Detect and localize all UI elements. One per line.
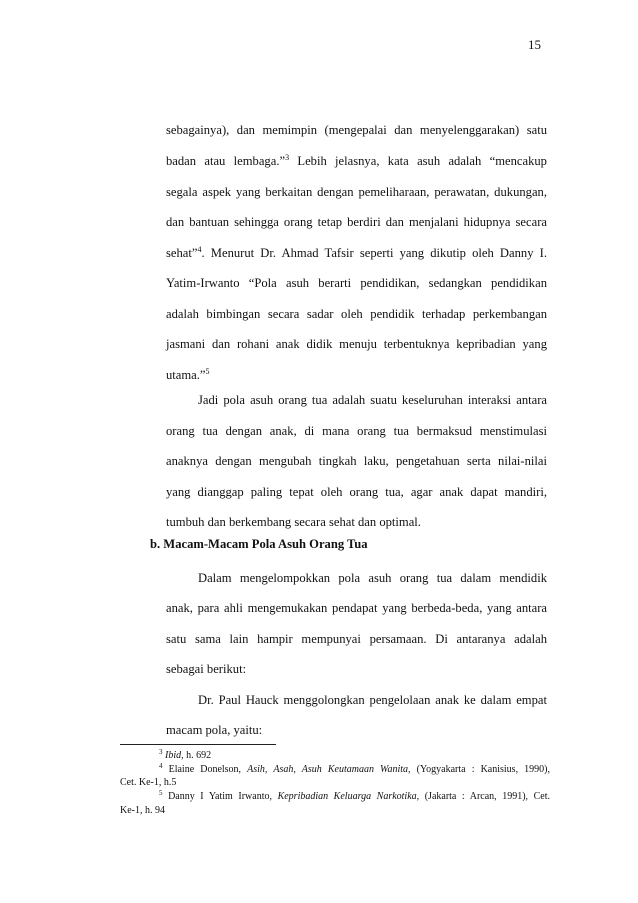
body-line: macam pola, yaitu:: [166, 723, 263, 737]
page-number: 15: [528, 37, 541, 52]
body-line: yang dianggap paling tepat oleh orang tua, agar anak dapat mandiri,: [166, 485, 547, 499]
footnote-3: $^3$ Ibid, h. 692: [159, 748, 212, 761]
footnote-ref: 4: [197, 245, 202, 254]
paragraph-start: Dalam mengelompokkan pola asuh orang tua dalam mendidik: [198, 571, 547, 585]
body-line: sebagainya), dan memimpin (mengepalai dan menyelenggarakan) satu: [166, 123, 547, 137]
body-line: sehat”$^4$. Menurut Dr. Ahmad Tafsir seperti yang dikutip oleh Danny I.: [166, 245, 547, 260]
body-line: utama.”$^5$: [166, 367, 210, 382]
paragraph-start: Jadi pola asuh orang tua adalah suatu keseluruhan interaksi antara: [198, 393, 547, 407]
body-line: Yatim-Irwanto “Pola asuh berarti pendidikan, sedangkan pendidikan: [166, 276, 547, 290]
body-line: anaknya dengan mengubah tingkah laku, pengetahuan serta nilai-nilai: [166, 454, 547, 468]
body-line: satu sama lain hampir mempunyai persamaan. Di antaranya adalah: [166, 632, 547, 646]
body-line: adalah bimbingan secara sadar oleh pendidik terhadap perkembangan: [166, 307, 547, 321]
body-line: sebagai berikut:: [166, 662, 247, 676]
body-line: tumbuh dan berkembang secara sehat dan optimal.: [166, 515, 421, 529]
body-line: orang tua dengan anak, di mana orang tua bermaksud menstimulasi: [166, 424, 547, 438]
footnote-5-continued: Ke-1, h. 94: [120, 805, 165, 816]
footnote-ref: 3: [285, 153, 290, 162]
footnote-separator: [120, 744, 276, 745]
footnote-ref: 5: [205, 367, 210, 376]
body-line: dan bantuan sehingga orang tetap berdiri dan menjalani hidupnya secara: [166, 215, 547, 229]
footnote-5: $^5$ Danny I Yatim Irwanto, Kepribadian Keluarga Narkotika, (Jakarta : Arcan, 1991), Cet.: [159, 789, 550, 802]
footnote-4-continued: Cet. Ke-1, h.5: [120, 777, 177, 788]
body-line: jasmani dan rohani anak didik menuju terbentuknya kepribadian yang: [166, 337, 547, 351]
paragraph-start: Dr. Paul Hauck menggolongkan pengelolaan anak ke dalam empat: [198, 693, 547, 707]
footnote-4: $^4$ Elaine Donelson, Asih, Asah, Asuh Keutamaan Wanita, (Yogyakarta : Kanisius, 1990),: [159, 762, 550, 775]
body-line: segala aspek yang berkaitan dengan pemeliharaan, perawatan, dukungan,: [166, 185, 547, 199]
body-line: badan atau lembaga.”$^3$ Lebih jelasnya, kata asuh adalah “mencakup: [166, 153, 547, 168]
section-heading: b. Macam-Macam Pola Asuh Orang Tua: [150, 537, 368, 551]
body-line: anak, para ahli mengemukakan pendapat yang berbeda-beda, yang antara: [166, 601, 547, 615]
